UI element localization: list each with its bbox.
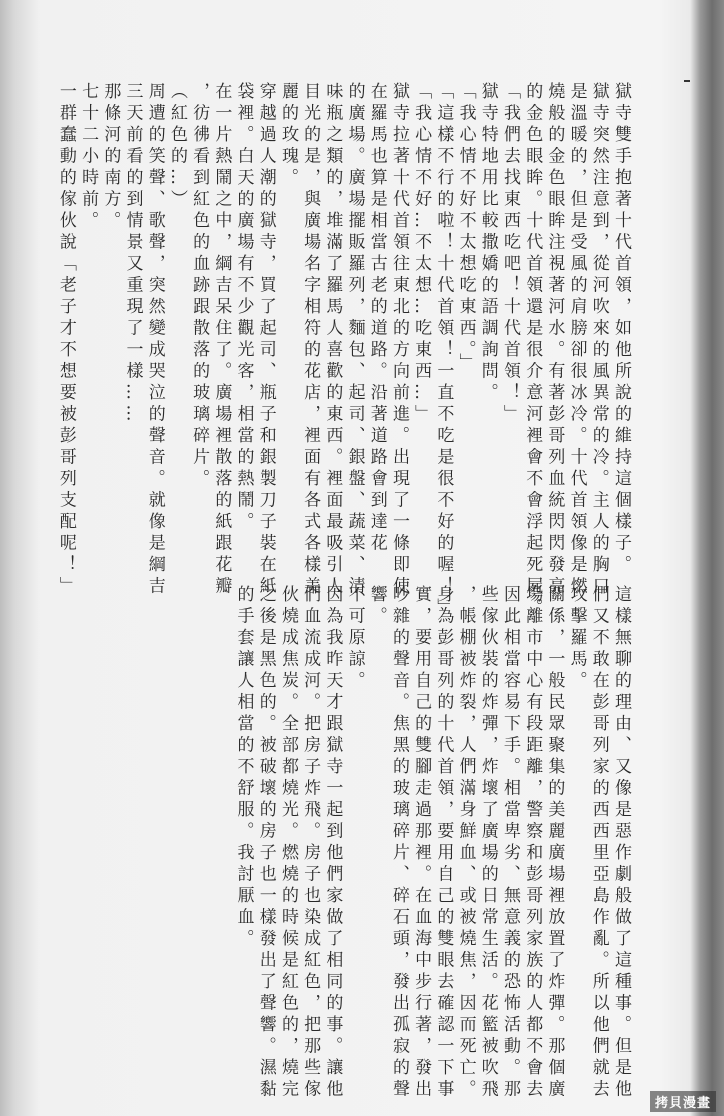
text-line: 獄寺拉著十代首領往東北的方向前進。出現了一條即使 (388, 82, 409, 598)
watermark-logo: 拷貝漫畫 (650, 1091, 716, 1112)
top-text-block (55, 82, 632, 620)
text-line: 不可原諒。 (344, 585, 365, 693)
text-line: 的廣場。廣場擺販羅列，麵包、起司、銀盤、蔬菜、清 (344, 82, 365, 598)
text-line: ，帳棚被炸裂，人們滿身鮮血、或被燒焦，因而死亡。 (455, 585, 476, 1101)
text-line: 那條河的南方。 (100, 82, 121, 233)
page-edge-mark (684, 80, 690, 82)
text-line: 響。 (366, 585, 387, 628)
text-line: 獄寺雙手抱著十代首領，如他所說的維持這個樣子。 (611, 82, 631, 577)
text-line: 在一片熱鬧之中，綱吉呆住了。廣場裡散落的紙跟花瓣 (211, 82, 232, 598)
text-line: 因為我昨天才跟獄寺一起到他們家做了相同的事。讓他 (322, 585, 343, 1101)
text-line: 七十二小時前。 (78, 82, 99, 233)
text-line: 實，要用自己的雙腳走過那裡。在血海中步行著，發出 (411, 585, 432, 1101)
text-line: 目光的是，與廣場名字相符的花店，裡面有各式各樣美 (300, 82, 321, 598)
text-line: 身為彭哥列的十代首領，要用自己的雙眼去確認一下事 (433, 585, 454, 1101)
text-line: 的金色眼眸。十代首領還是很介意河裡會不會浮起死屍。 (522, 82, 543, 620)
text-line: 關係，一般民眾聚集的美麗廣場裡放置了炸彈。那個廣 (544, 585, 565, 1101)
text-line: 「我心情不好…不太想…吃東西…」 (411, 82, 432, 426)
text-line: 三天前看的到情景又重現了一樣…… (122, 82, 143, 426)
text-line: 這樣無聊的理由、又像是惡作劇般做了這種事。但是他 (611, 585, 631, 1101)
text-line: 麗的玫瑰。 (277, 82, 298, 190)
text-line: 因此相當容易下手。相當卑劣、無意義的恐怖活動。那 (499, 585, 520, 1101)
bottom-text-block (232, 585, 632, 1101)
text-line: 袋裡。白天的廣場有不少觀光客，相當的熱鬧。 (233, 82, 254, 534)
text-line: 攻擊羅馬。 (566, 585, 587, 693)
text-line: （紅色的…） (166, 82, 187, 211)
text-line: 之後是黑色的。被破壞的房子也一樣發出了聲響。濕黏 (255, 585, 276, 1101)
text-line: 們又不敢在彭哥列家的西西里亞島作亂。所以他們就去 (588, 585, 609, 1101)
text-line: 是溫暖的，但是受風的肩膀卻很冰冷。十代首領像是燃 (566, 82, 587, 598)
text-line: 們血流成河。把房子炸飛。房子也染成紅色，把那些傢 (300, 585, 321, 1101)
text-line: 的手套讓人相當的不舒服。我討厭血。 (233, 585, 254, 951)
text-line: 伙燒成焦炭。全部都燒光。燃燒的時候是紅色的，燒完 (277, 585, 298, 1101)
text-line: 場離市中心有段距離，警察和彭哥列家族的人都不會去 (522, 585, 543, 1101)
text-line: 「我心情不好不太想吃東西。」 (455, 82, 476, 375)
text-line: 周遭的笑聲、歌聲，突然變成哭泣的聲音。就像是綱吉 (144, 82, 165, 598)
text-line: 在羅馬也算是相當古老的道路。沿著道路會到達花 (366, 82, 387, 555)
text-line: 燒般的金色眼眸注視著河水。有著彭哥列血統閃閃發亮 (544, 82, 565, 598)
text-line: 穿越過人潮的獄寺，買了起司、瓶子和銀製刀子裝在紙 (255, 82, 276, 598)
text-line: 獄寺特地用比較撒嬌的語調詢問。 (477, 82, 498, 405)
text-line: ，彷彿看到紅色的血跡跟散落的玻璃碎片。 (189, 82, 210, 491)
text-line: 味瓶之類的，堆滿了羅馬人喜歡的東西。裡面最吸引人 (322, 82, 343, 598)
text-line: 些傢伙裝的炸彈，炸壞了廣場的日常生活。花籃被吹飛 (477, 585, 498, 1101)
text-line: 「這樣不行的啦！十代首領！一直不吃是很不好的喔！」 (433, 82, 454, 620)
text-line: 獄寺突然注意到，從河吹來的風異常的冷。主人的胸口 (588, 82, 609, 598)
text-line: 一群蠢動的傢伙說「老子才不想要被彭哥列支配呢！」 (55, 82, 76, 598)
text-line: 吵雜的聲音。焦黑的玻璃碎片、碎石頭，發出孤寂的聲 (388, 585, 409, 1101)
text-line: 「我們去找東西吃吧！十代首領！」 (499, 82, 520, 426)
